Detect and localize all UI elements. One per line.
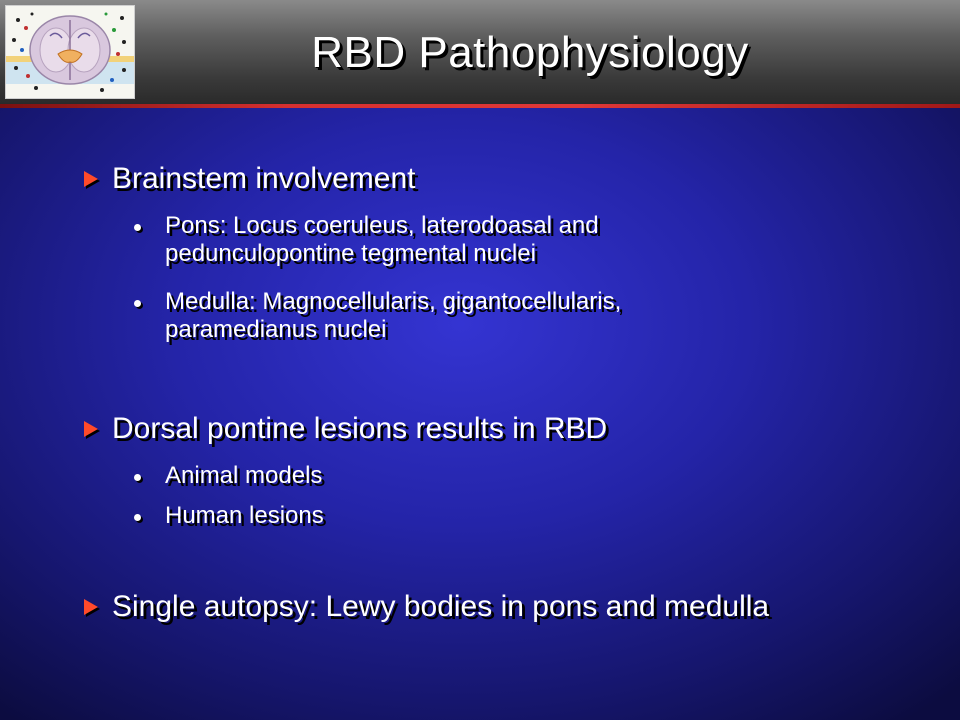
dot-icon	[134, 300, 141, 307]
sub-bullet-text: Medulla: Magnocellularis, gigantocellularis, paramedianus nuclei	[165, 288, 622, 343]
sub-bullet-medulla	[134, 288, 774, 344]
sub-bullet-human-lesions	[134, 502, 774, 530]
dot-icon	[134, 514, 141, 521]
bullet-single-autopsy	[84, 590, 769, 624]
sub-bullet-animal-models	[134, 462, 774, 490]
sub-bullet-pons	[134, 212, 774, 268]
slide-title: RBD Pathophysiology	[311, 28, 749, 77]
right-arrow-icon	[84, 599, 98, 615]
sub-bullet-text: Animal models	[165, 462, 323, 489]
dot-icon	[134, 224, 141, 231]
bullet-dorsal-pontine	[84, 412, 607, 446]
bullet-text: Single autopsy: Lewy bodies in pons and medulla	[112, 590, 770, 623]
bullet-text: Brainstem involvement	[112, 162, 416, 195]
bullet-text: Dorsal pontine lesions results in RBD	[112, 412, 608, 445]
sub-bullet-text: Pons: Locus coeruleus, laterodoasal and pedunculopontine tegmental nuclei	[165, 212, 599, 267]
right-arrow-icon	[84, 421, 98, 437]
dot-icon	[134, 474, 141, 481]
sub-bullet-text: Human lesions	[165, 502, 324, 529]
bullet-brainstem	[84, 162, 415, 196]
right-arrow-icon	[84, 171, 98, 187]
